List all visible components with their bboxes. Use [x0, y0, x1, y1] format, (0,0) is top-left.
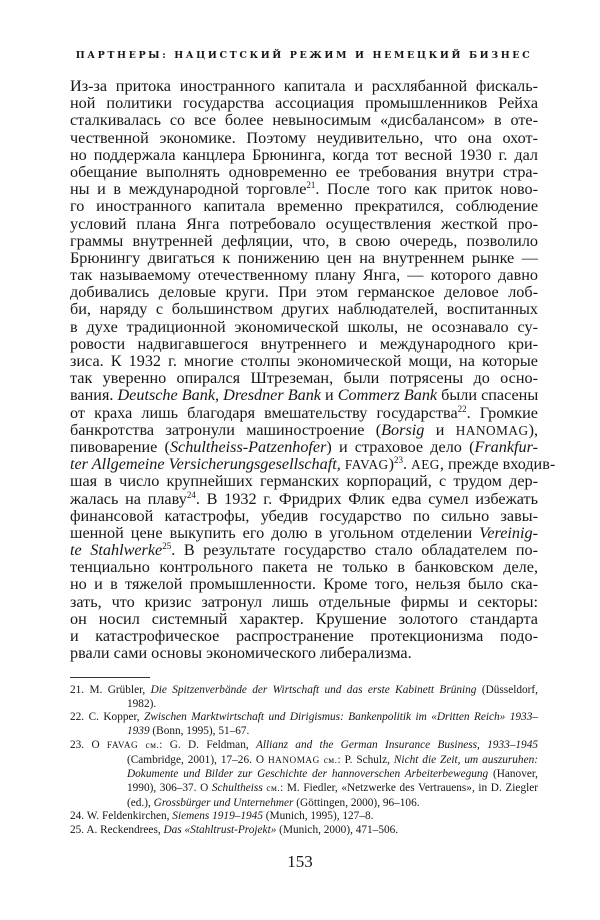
italic-text: Die Spitzenverbände der Wirtschaft und das erste Kabinett Brüning [150, 684, 477, 696]
text-run: : P. Schulz, [337, 753, 394, 766]
italic-text: Schultheiss-Patzenhofer [169, 437, 327, 456]
text-line [70, 147, 538, 164]
text-line [70, 112, 538, 129]
text-run: вания. [70, 386, 118, 405]
text-run: M. Grübler, [89, 684, 151, 696]
text-run: условий плана Янга потребовало осуществления жесткой про- [70, 214, 538, 233]
text-run: обещание выполнять одновременно ее требования внутри стра- [70, 162, 538, 181]
text-line [70, 525, 538, 542]
text-run: так называемому отечественному плану Янга, — которого давно [70, 266, 538, 285]
text-run: в духе традиционной экономической школы, не осознавало су- [70, 317, 538, 336]
running-header: ПАРТНЕРЫ: НАЦИСТСКИЙ РЕЖИМ И НЕМЕЦКИЙ БИЗНЕС [75, 50, 533, 61]
italic-text: Allianz and the German Insurance Business, 1933–1945 [255, 738, 538, 751]
text-run: добивались деловые круги. При этом германское деловое лоб- [70, 283, 538, 302]
footnote-number: 23. [70, 738, 85, 751]
footnote-number: 21. [70, 684, 85, 696]
text-run: (Cambridge, 2001), 17–26. О [127, 753, 268, 766]
text-run: О [91, 738, 107, 751]
italic-text: Das «Stahltrust-Projekt» [163, 824, 277, 837]
text-run: были спасены [437, 386, 539, 405]
text-line [70, 284, 538, 301]
text-line [70, 250, 538, 267]
text-run: от краха лишь благодаря вмешательству государства [70, 403, 458, 422]
text-run: ровости надвигавшегося внутреннего и международного кри- [70, 334, 538, 353]
text-run: сталкивалась со все более невыносимым «дисбалансом» в оте- [70, 111, 538, 130]
italic-text: Commerz Bank [337, 386, 438, 405]
footnote-divider [70, 677, 150, 678]
text-run: W. Feldenkirchen, [86, 810, 173, 823]
text-run: тенциально контрольного пакета не только в банковском деле, [70, 558, 538, 577]
text-run: (Munich, 1995), 127–8. [262, 810, 374, 823]
text-line [70, 491, 538, 508]
text-run: но и в тяжелой промышленности. Кроме того, нельзя было ска- [70, 575, 538, 594]
italic-text: Siemens 1919–1945 [172, 810, 263, 823]
text-run: так уверенно опирался Штреземан, были потрясены до осно- [70, 369, 538, 388]
text-run: ны и в международной торговле [70, 180, 307, 199]
text-line [70, 455, 556, 474]
text-line [70, 130, 538, 147]
text-run: и катастрофическое распространение протекционизма подо- [70, 627, 538, 645]
text-run: шенной цене выкупить его долю в угольном отделении [70, 523, 480, 542]
text-line [70, 95, 538, 112]
text-run: , прежде входив- [439, 455, 556, 474]
text-run: Из-за притока иностранного капитала и расхлябанной фискаль- [70, 77, 538, 95]
small-caps-text: см. [266, 783, 281, 794]
italic-text: Frankfur- [474, 437, 538, 456]
text-run: но поддержала канцлера Брюнинга, когда тот весной 1930 г. дал [70, 145, 538, 164]
text-line [70, 542, 538, 559]
text-line [70, 405, 538, 422]
text-line [70, 181, 538, 198]
italic-text: Zwischen Marktwirtschaft und Dirigismus: Bankenpolitik im «Dritten Reich» 1933–1939 [127, 711, 538, 738]
footnote-ref[interactable]: 24 [186, 489, 196, 500]
footnote [70, 824, 538, 838]
text-line [70, 78, 538, 95]
footnote [70, 739, 538, 811]
text-line [70, 559, 538, 576]
italic-text: Grossbürger und Unternehmer [153, 796, 294, 809]
text-line [70, 611, 538, 628]
text-line [70, 336, 538, 353]
text-run: ) [388, 455, 395, 474]
text-line [70, 645, 538, 662]
text-line [70, 594, 538, 611]
text-run: Брюнингу двигаться к понижению цен на внутреннем рынке — [70, 248, 538, 267]
italic-text: ter Allgemeine Versicherungsgesellschaft, [70, 455, 341, 474]
text-run: (Hanover, 1990), 306–37. О [127, 768, 538, 794]
text-run: . [403, 455, 412, 474]
text-run: ) и страховое дело ( [326, 437, 475, 456]
italic-text: Borsig [381, 420, 425, 439]
text-run: : M. Fiedler, «Netzwerke des Vertrauens», in D. Ziegler (ed.), [127, 781, 539, 809]
text-run: ), [528, 420, 538, 439]
text-run: банкротства затронули машиностроение ( [70, 420, 382, 439]
text-run: ной политики государства ассоциация промышленников Рейха [70, 94, 538, 113]
text-line [70, 473, 538, 490]
text-run: A. Reckendrees, [86, 824, 164, 837]
text-line [70, 370, 538, 387]
text-line [70, 319, 538, 336]
text-run: го иностранного капитала временно прекратился, соблюдение [70, 197, 538, 216]
text-run: финансовой катастрофы, убедив государство по сильно завы- [70, 506, 538, 525]
italic-text: Vereinig- [479, 523, 538, 542]
text-run: би, наряду с большинством других наблюдателей, воспитанных [70, 300, 538, 319]
text-line [70, 387, 538, 404]
page-number: 153 [287, 852, 313, 871]
text-line [70, 301, 538, 318]
footnote-number: 24. [70, 810, 85, 823]
small-caps-text: FAVAG см. [106, 740, 160, 751]
text-run: . В 1932 г. Фридрих Флик едва сумел избежать [195, 489, 538, 508]
text-run: (Göttingen, 2000), 96–106. [293, 796, 420, 809]
text-run: рвали сами основы экономического либерализма. [70, 644, 412, 663]
text-line [70, 164, 538, 181]
body-text [70, 77, 556, 663]
text-run: граммы внутренней дефляции, что, в свою очередь, позволило [70, 231, 538, 250]
text-run: и [320, 386, 338, 405]
footnote [70, 810, 538, 824]
text-run: (Düsseldorf, 1982). [127, 684, 538, 710]
footnote [70, 684, 538, 711]
small-caps-text: AEG [411, 457, 440, 473]
text-line [70, 422, 538, 439]
text-run: : G. D. Feldman, [159, 738, 256, 751]
text-line [70, 508, 538, 525]
text-run: C. Kopper, [88, 711, 145, 724]
text-run: шая в число крупнейших германских корпораций, с трудом дер- [70, 472, 538, 491]
text-line [70, 267, 538, 284]
footnote-ref[interactable]: 25 [162, 541, 172, 552]
text-line [70, 233, 538, 250]
text-line [70, 198, 538, 215]
text-run: (Bonn, 1995), 51–67. [149, 725, 250, 738]
text-run: (Munich, 2000), 471–506. [276, 824, 399, 837]
footnote-number: 22. [70, 711, 85, 724]
small-caps-text: HANOMAG [455, 422, 529, 438]
italic-text: Schultheiss [211, 781, 263, 794]
small-caps-text: FAVAG [344, 457, 389, 473]
small-caps-text: HANOMAG см. [267, 755, 338, 766]
text-line [70, 628, 538, 645]
footnote-ref[interactable]: 23 [394, 455, 404, 466]
text-line [70, 439, 538, 456]
text-run: зать, что кризис затронул лишь отдельные фирмы и секторы: [70, 592, 538, 611]
text-run: пивоварение ( [70, 437, 170, 456]
italic-text: te Stahlwerke [70, 541, 163, 560]
text-run: и [424, 420, 456, 439]
footnote [70, 711, 538, 738]
text-run: он носил системный характер. Крушение золотого стандарта [70, 609, 538, 628]
text-run: . После того как приток ново- [315, 180, 538, 199]
italic-text: Deutsche Bank [117, 386, 216, 405]
footnote-number: 25. [70, 824, 85, 837]
italic-text: Nicht die Zeit, um auszuruhen: Dokumente und Bilder zur Geschichte der hannoverschen Arbeiterbewegung [127, 753, 539, 781]
italic-text: Dresdner Bank [223, 386, 321, 405]
text-run: . В результате государство стало обладателем по- [171, 541, 538, 560]
text-run: зиса. К 1932 г. многие столпы экономической мощи, на которые [70, 352, 538, 370]
text-line [70, 576, 538, 593]
footnotes [70, 684, 538, 838]
text-line [70, 216, 538, 233]
text-run: чественной экономике. Поэтому неудивительно, что она охот- [70, 128, 538, 147]
text-run: жалась на плаву [70, 489, 187, 508]
text-run: , [215, 386, 224, 405]
text-run: . Громкие [466, 403, 538, 422]
footnote-ref[interactable]: 22 [457, 403, 467, 414]
footnote-ref[interactable]: 21 [306, 180, 316, 191]
text-line [70, 353, 538, 370]
